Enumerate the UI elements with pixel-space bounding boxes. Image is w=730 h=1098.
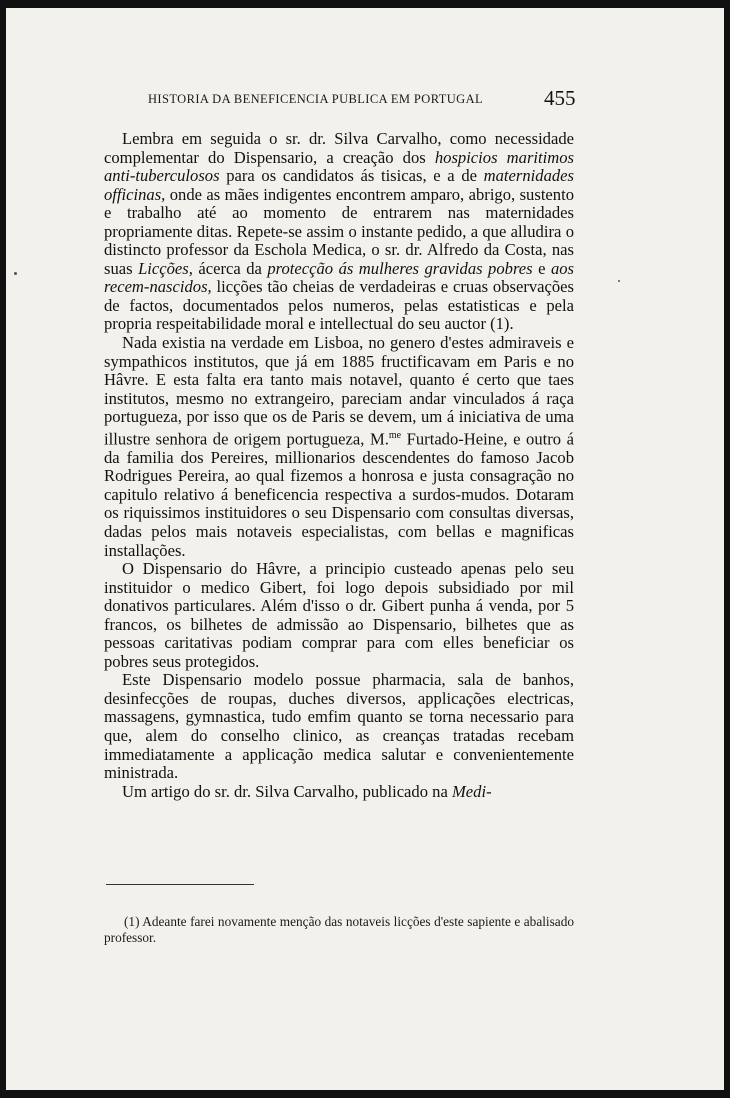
italic-text: aos recem-nascidos, [104,258,574,297]
footnote [104,914,574,946]
paragraph [104,783,574,802]
paragraph [104,334,574,560]
superscript-text: me [388,429,402,441]
paragraph [104,671,574,782]
footnote-text: (1) Adeante farei novamente menção das notaveis licções d'este sapiente e abalisado professor. [104,914,574,945]
page-number: 455 [544,86,576,110]
italic-text: Licções, [138,258,193,278]
paragraph [104,130,574,334]
scan-speck [618,280,620,282]
footnote-separator [106,884,254,885]
text-run: Lembra em seguida o sr. dr. Silva Carvalho, como necessidade complementar do Dispensario, a creação dos [104,129,574,167]
page-header [6,88,724,116]
text-run: Um artigo do sr. dr. Silva Carvalho, publicado na [122,781,452,801]
italic-text: hospicios maritimos anti-tuberculosos [104,147,574,186]
scanned-page [6,8,724,1090]
scan-speck [14,272,17,275]
text-run: e [532,258,551,278]
paragraph [104,560,574,671]
text-run: licções tão cheias de verdadeiras e cruas observações de factos, documentados pelos numeros, pelas estatisticas e pela propria respeitabilidade moral e intellectual do seu auctor (1). [104,277,574,334]
text-run: Furtado-Heine, e outro á da familia dos Pereires, millionarios descendentes do famoso Jacob Rodrigues Pereira, ao qual fizemos a honrosa e justa consagração no capitulo relativo á beneficencia respectiva a surdos-mudos. Dotaram os riquissimos instituidores o seu Dispensario com consultas diversas, dadas pelos mais notaveis especialistas, com bellas e magnificas installações. [104,429,574,560]
italic-text: Medi- [451,781,492,801]
body-text [104,130,574,801]
running-title: HISTORIA DA BENEFICENCIA PUBLICA EM PORTUGAL [148,92,484,106]
italic-text: maternidades officinas, [104,166,574,204]
text-run: onde as mães indigentes encontrem amparo, abrigo, sustento e trabalho até ao momento de entrarem nas maternidades propriamente ditas. Repete-se assim o instante pedido, a que alludira o distincto professor da Eschola Medica, o sr. dr. Alfredo da Costa, nas suas [104,184,574,278]
text-run: Nada existia na verdade em Lisboa, no genero d'estes admiraveis e sympathicos institutos, que já em 1885 fructificavam em Paris e no Hâvre. E esta falta era tanto mais notavel, quanto é certo que taes institutos, mesmo no extrangeiro, pareciam andar vinculados á raça portugueza, por isso que os de Paris se devem, um á iniciativa de uma illustre senhora de origem portugueza, M. [104,333,574,449]
text-run: Este Dispensario modelo possue pharmacia, sala de banhos, desinfecções de roupas, duches diversos, applicações electricas, massagens, gymnastica, tudo emfim quanto se torna necessario para que, alem do conselho clinico, as creanças tratadas recebam immediatamente a applicação medica salutar e convenientemente ministrada. [104,670,574,783]
text-run: para os candidatos ás tisicas, e a de [219,166,484,186]
text-run: ácerca da [192,258,268,278]
italic-text: protecção ás mulheres gravidas pobres [267,258,533,278]
text-run: O Dispensario do Hâvre, a principio custeado apenas pelo seu instituidor o medico Gibert, foi logo depois subsidiado por mil donativos particulares. Além d'isso o dr. Gibert punha á venda, por 5 francos, os bilhetes de admissão ao Dispensario, bilhetes que as pessoas caritativas podiam comprar para com elles beneficiar os pobres seus protegidos. [104,559,574,671]
